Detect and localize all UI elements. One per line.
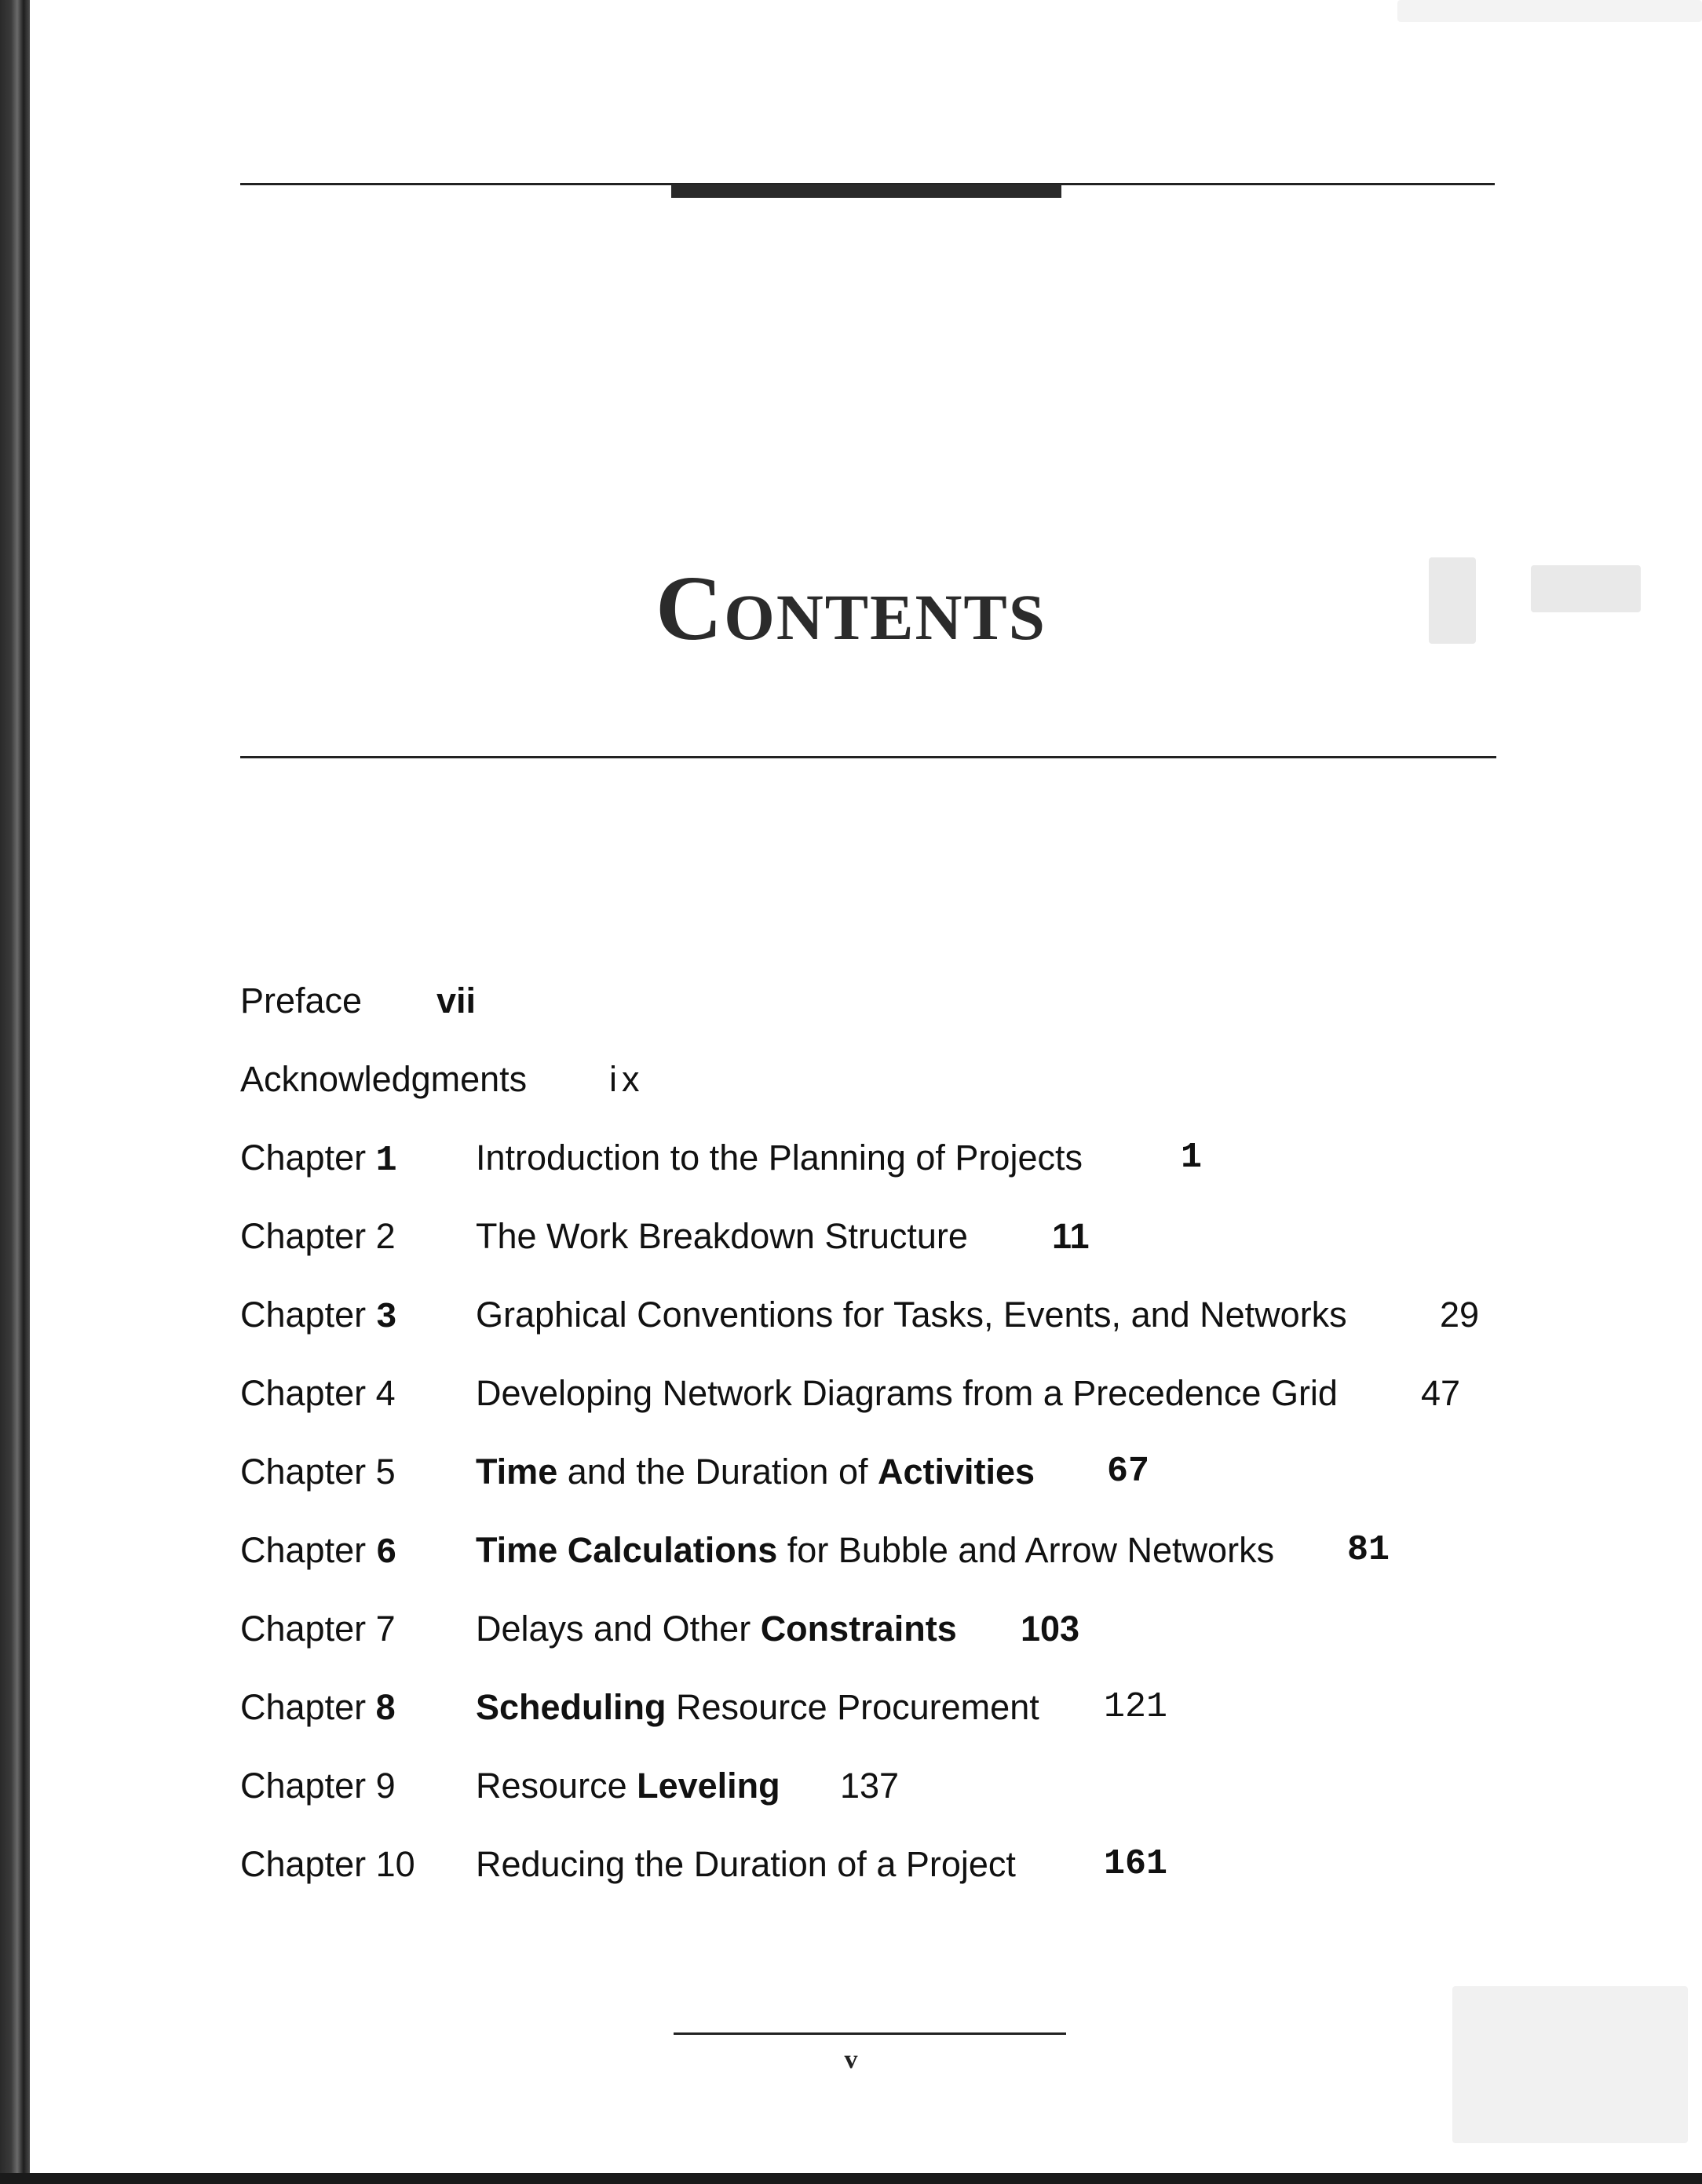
toc-chapter-title: Time and the Duration of Activities [476,1452,1035,1492]
title-rule [240,756,1496,758]
toc-page-number: 161 [1104,1844,1168,1884]
scan-speck [1397,0,1702,22]
toc-page-number: 67 [1107,1452,1150,1492]
scan-bottom-edge [0,2173,1702,2184]
page-folio: v [844,2045,858,2074]
toc-chapter-label: Chapter 8 [240,1687,396,1727]
toc-label: Preface [240,981,363,1021]
toc-chapter-label: Chapter 4 [240,1373,396,1413]
toc-chapter-title: Introduction to the Planning of Projects [476,1138,1083,1178]
toc-chapter-label: Chapter 5 [240,1452,396,1492]
toc-chapter-title: The Work Breakdown Structure [476,1216,968,1256]
toc-page-number: 47 [1421,1373,1461,1413]
toc-chapter-title: Resource Leveling [476,1766,780,1806]
footer-rule [674,2032,1066,2035]
toc-row-chapter-9 [240,1747,1575,1825]
toc-chapter-title: Reducing the Duration of a Project [476,1844,1016,1884]
toc-chapter-label: Chapter 6 [240,1530,397,1573]
top-rule-accent-bar [671,184,1061,198]
toc-page-number: ix [609,1059,645,1099]
toc-page-number: 103 [1021,1609,1080,1649]
toc-page-number: 1 [1181,1138,1203,1178]
toc-chapter-title: Developing Network Diagrams from a Precedence Grid [476,1373,1338,1413]
toc-chapter-label: Chapter 7 [240,1609,396,1649]
toc-chapter-title: Delays and Other Constraints [476,1609,957,1649]
page-title: Contents [656,557,1046,659]
toc-chapter-label: Chapter 9 [240,1766,396,1806]
toc-chapter-label: Chapter 10 [240,1844,415,1884]
toc-row-chapter-6 [240,1511,1575,1590]
toc-page-number: 81 [1347,1530,1390,1570]
toc-row-acknowledgments [240,1040,1575,1119]
toc-row-chapter-10 [240,1825,1575,1904]
toc-chapter-label: Chapter 3 [240,1295,397,1338]
toc-page-number: 29 [1440,1295,1480,1335]
toc-row-chapter-8 [240,1668,1575,1747]
toc-page-number: 137 [840,1766,900,1806]
toc-row-preface [240,962,1575,1040]
toc-label: Acknowledgments [240,1059,528,1099]
toc-page-number: vii [436,981,477,1021]
table-of-contents [240,962,1575,1904]
toc-row-chapter-2 [240,1197,1575,1276]
scan-binding-edge [0,0,30,2184]
toc-row-chapter-5 [240,1433,1575,1511]
toc-chapter-label: Chapter 1 [240,1138,397,1181]
toc-row-chapter-4 [240,1354,1575,1433]
toc-page-number: 11 [1052,1216,1090,1256]
toc-chapter-label: Chapter 2 [240,1216,396,1256]
toc-row-chapter-1 [240,1119,1575,1197]
toc-page-number: 121 [1104,1687,1168,1727]
toc-chapter-title: Scheduling Resource Procurement [476,1687,1039,1727]
toc-chapter-title: Graphical Conventions for Tasks, Events, and Networks [476,1295,1347,1335]
toc-chapter-title: Time Calculations for Bubble and Arrow Networks [476,1530,1275,1570]
toc-row-chapter-7 [240,1590,1575,1668]
toc-row-chapter-3 [240,1276,1575,1354]
